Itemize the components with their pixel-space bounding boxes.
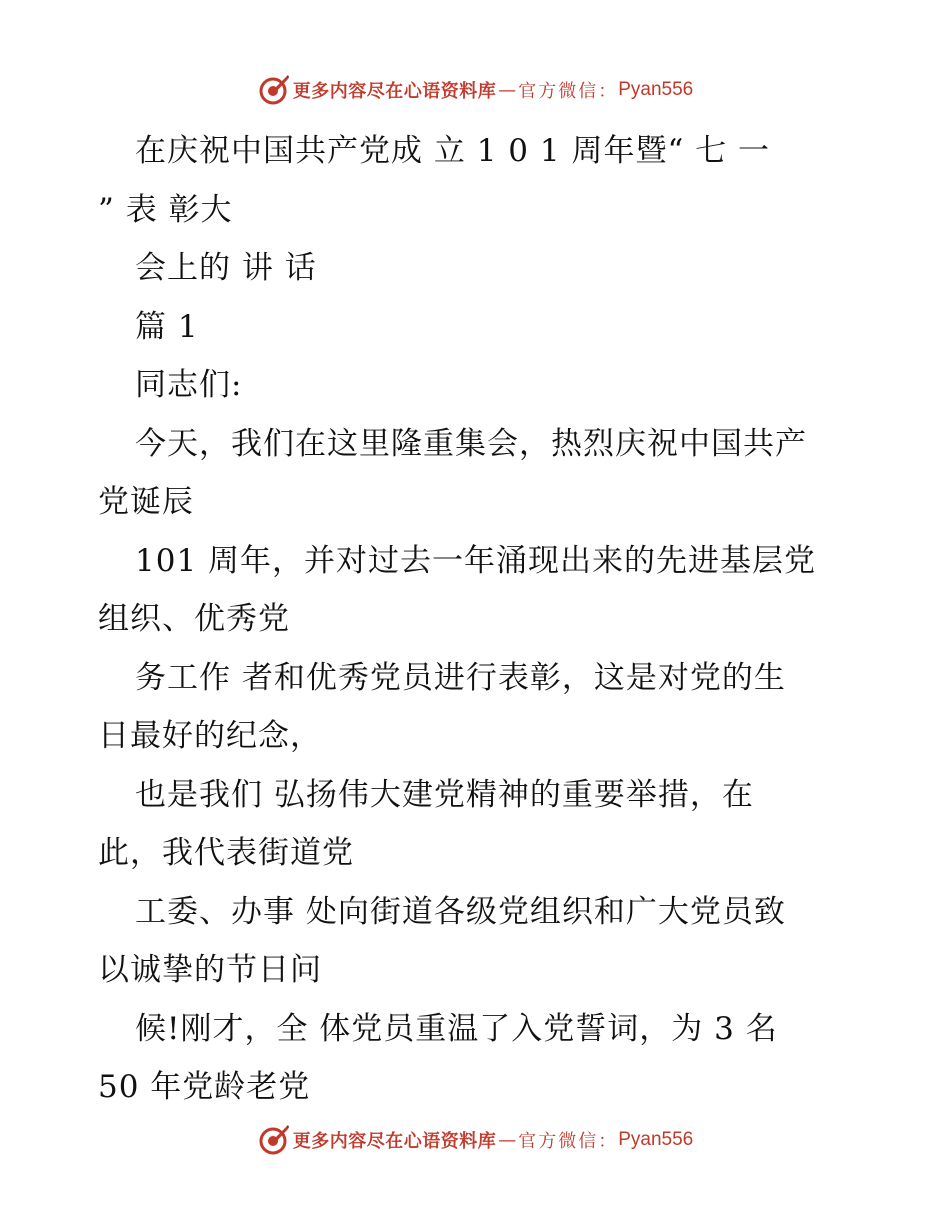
footer-separator: —	[498, 1129, 517, 1151]
paragraph-line: 候!刚才，全 体党员重温了入党誓词，为 3 名	[135, 1010, 778, 1047]
header-wechat-handle: Pyan556	[618, 79, 694, 100]
paragraph-line: 此，我代表街道党	[98, 835, 354, 871]
footer-official-label: 官方微信：	[518, 1131, 619, 1152]
title-line-2: ” 表 彰大	[98, 191, 233, 228]
header-banner	[0, 70, 950, 110]
quill-logo-icon	[257, 74, 289, 106]
document-body	[98, 122, 858, 1117]
footer-brand-text: 更多内容尽在心语资料库	[292, 1131, 497, 1152]
paragraph-line: 也是我们 弘扬伟大建党精神的重要举措，在	[135, 776, 754, 813]
footer-wechat-handle: Pyan556	[618, 1129, 694, 1150]
title-line-1: 在庆祝中国共产党成 立 1 0 1 周年暨“ 七 一	[135, 133, 770, 169]
header-separator: —	[498, 79, 517, 101]
section-label: 篇 1	[135, 308, 199, 345]
salutation: 同志们:	[135, 367, 243, 403]
paragraph-line: 组织、优秀党	[98, 601, 290, 637]
paragraph-line: 党诞辰	[98, 484, 194, 520]
paragraph-line: 50 年党龄老党	[98, 1069, 311, 1105]
paragraph-line: 工委、办事 处向街道各级党组织和广大党员致	[135, 893, 786, 930]
quill-logo-icon	[257, 1124, 289, 1156]
paragraph-line: 以诚挚的节日问	[98, 952, 322, 988]
paragraph-line: 今天，我们在这里隆重集会，热烈庆祝中国共产	[135, 425, 807, 462]
paragraph-line: 务工作 者和优秀党员进行表彰，这是对党的生	[135, 659, 786, 696]
footer-banner	[0, 1120, 950, 1160]
paragraph-line: 101 周年，并对过去一年涌现出来的先进基层党	[135, 542, 817, 579]
title-line-3: 会上的 讲 话	[135, 250, 317, 286]
header-brand-text: 更多内容尽在心语资料库	[292, 81, 497, 102]
paragraph-line: 日最好的纪念，	[98, 718, 322, 754]
header-official-label: 官方微信：	[518, 81, 619, 102]
